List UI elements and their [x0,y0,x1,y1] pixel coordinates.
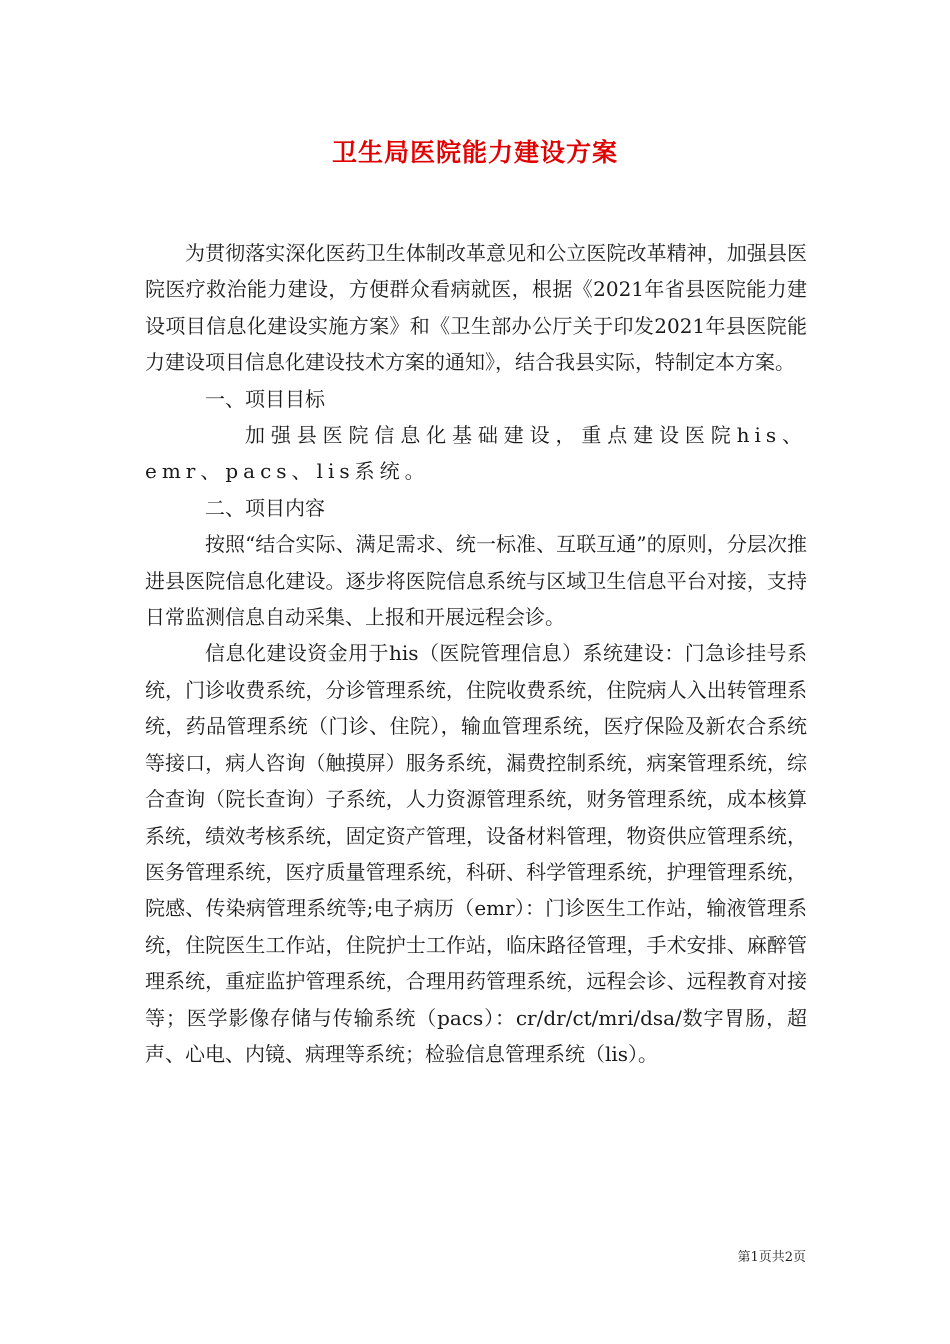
intro-paragraph: 为贯彻落实深化医药卫生体制改革意见和公立医院改革精神，加强县医院医疗救治能力建设，方便群众看病就医，根据《2021年省县医院能力建设项目信息化建设实施方案》和《卫生部办公厅关于印发2021年县医院能力建设项目信息化建设技术方案的通知》，结合我县实际，特制定本方案。 [145,241,807,375]
document-title: 卫生局医院能力建设方案 [331,138,618,167]
document-body [145,235,807,1072]
principle-paragraph: 按照“结合实际、满足需求、统一标准、互联互通”的原则，分层次推进县医院信息化建设。逐步将医院信息系统与区域卫生信息平台对接，支持日常监测信息自动采集、上报和开展远程会诊。 [145,532,807,630]
goal-paragraph: 加强县医院信息化基础建设，重点建设医院his、emr、pacs、lis系统。 [145,423,807,484]
systems-paragraph: 信息化建设资金用于his（医院管理信息）系统建设：门急诊挂号系统，门诊收费系统，分诊管理系统，住院收费系统，住院病人入出转管理系统，药品管理系统（门诊、住院），输血管理系统，医疗保险及新农合系统等接口，病人咨询（触摸屏）服务系统，漏费控制系统，病案管理系统，综合查询（院长查询）子系统，人力资源管理系统，财务管理系统，成本核算系统，绩效考核系统，固定资产管理，设备材料管理，物资供应管理系统，医务管理系统，医疗质量管理系统，科研、科学管理系统，护理管理系统，院感、传染病管理系统等;电子病历（emr）：门诊医生工作站，输液管理系统，住院医生工作站，住院护士工作站，临床路径管理，手术安排、麻醉管理系统，重症监护管理系统，合理用药管理系统，远程会诊、远程教育对接等；医学影像存储与传输系统（pacs）：cr/dr/ct/mri/dsa/数字胃肠，超声、心电、内镜、病理等系统；检验信息管理系统（lis）。 [145,641,807,1066]
section-heading-goal: 一、项目目标 [205,386,325,411]
section-heading-content: 二、项目内容 [205,495,325,520]
page-number: 第1页共2页 [737,1250,806,1265]
